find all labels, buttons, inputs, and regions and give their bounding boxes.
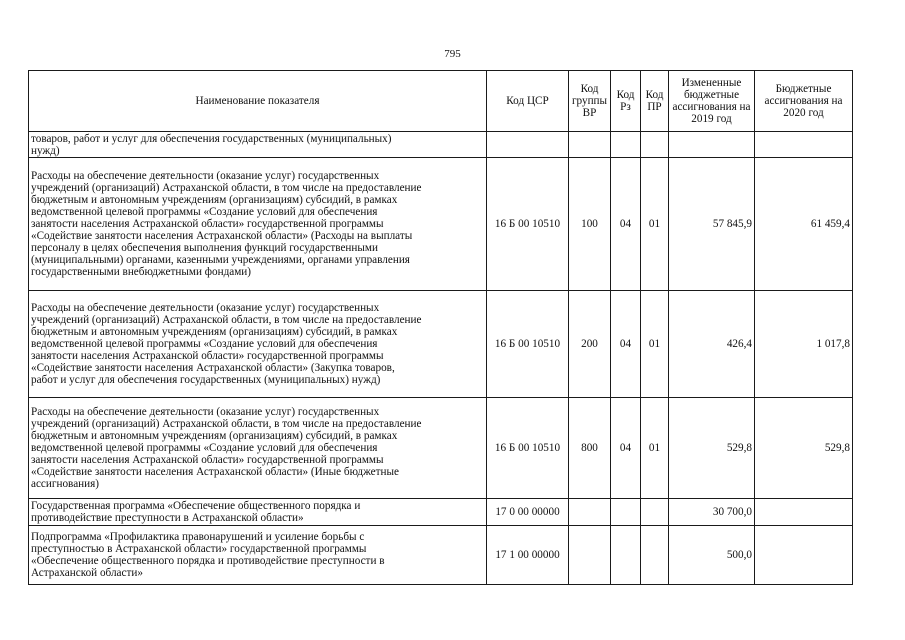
row-vr [569, 526, 611, 585]
row-2019: 529,8 [669, 398, 755, 499]
table-row [29, 398, 853, 499]
header-2019: Измененные бюджетные ассигнования на 2019 год [669, 71, 755, 132]
table-row [29, 132, 853, 158]
header-vr: Код группы ВР [569, 71, 611, 132]
row-rz: 04 [611, 158, 641, 291]
table-row [29, 526, 853, 585]
row-2019: 500,0 [669, 526, 755, 585]
row-rz: 04 [611, 398, 641, 499]
row-2020 [755, 526, 853, 585]
row-name: товаров, работ и услуг для обеспечения государственных (муниципальных) нужд) [29, 132, 487, 158]
row-name: Расходы на обеспечение деятельности (оказание услуг) государственных учреждений (организаций) Астраханской области, в том числе на предоставление бюджетным и автономным учреждениям (организациям) субсидий, в рамках ведомственной целевой программы «Создание условий для обеспечения занятости населения Астраханской области» государственной программы «Содействие занятости населения Астраханской области» (Иные бюджетные ассигнования) [29, 398, 487, 499]
row-name: Подпрограмма «Профилактика правонарушений и усиление борьбы с преступностью в Астраханской области» государственной программы «Обеспечение общественного порядка и противодействие преступности в Астраханской области» [29, 526, 487, 585]
page-number: 795 [444, 48, 461, 60]
header-2020: Бюджетные ассигнования на 2020 год [755, 71, 853, 132]
header-rz: Код Рз [611, 71, 641, 132]
row-csr: 16 Б 00 10510 [487, 158, 569, 291]
row-2020: 1 017,8 [755, 291, 853, 398]
row-vr: 100 [569, 158, 611, 291]
row-csr [487, 132, 569, 158]
row-pr [641, 526, 669, 585]
row-2019 [669, 132, 755, 158]
row-pr: 01 [641, 291, 669, 398]
row-vr: 800 [569, 398, 611, 499]
row-2020: 529,8 [755, 398, 853, 499]
header-name: Наименование показателя [29, 71, 487, 132]
row-rz [611, 499, 641, 526]
row-2020: 61 459,4 [755, 158, 853, 291]
table-row [29, 291, 853, 398]
table-header-row [29, 71, 853, 132]
table-row [29, 499, 853, 526]
row-vr: 200 [569, 291, 611, 398]
header-pr: Код ПР [641, 71, 669, 132]
row-csr: 16 Б 00 10510 [487, 291, 569, 398]
row-2019: 57 845,9 [669, 158, 755, 291]
row-pr [641, 499, 669, 526]
budget-table [28, 70, 853, 585]
row-2019: 30 700,0 [669, 499, 755, 526]
row-pr [641, 132, 669, 158]
row-csr: 17 1 00 00000 [487, 526, 569, 585]
table-row [29, 158, 853, 291]
row-name: Расходы на обеспечение деятельности (оказание услуг) государственных учреждений (организаций) Астраханской области, в том числе на предоставление бюджетным и автономным учреждениям (организациям) субсидий, в рамках ведомственной целевой программы «Создание условий для обеспечения занятости населения Астраханской области» государственной программы «Содействие занятости населения Астраханской области» (Закупка товаров, работ и услуг для обеспечения государственных (муниципальных) нужд) [29, 291, 487, 398]
row-rz: 04 [611, 291, 641, 398]
row-2020 [755, 499, 853, 526]
row-csr: 16 Б 00 10510 [487, 398, 569, 499]
row-pr: 01 [641, 398, 669, 499]
row-2019: 426,4 [669, 291, 755, 398]
row-vr [569, 499, 611, 526]
row-rz [611, 526, 641, 585]
row-name: Государственная программа «Обеспечение общественного порядка и противодействие преступности в Астраханской области» [29, 499, 487, 526]
row-rz [611, 132, 641, 158]
row-vr [569, 132, 611, 158]
row-pr: 01 [641, 158, 669, 291]
row-csr: 17 0 00 00000 [487, 499, 569, 526]
row-2020 [755, 132, 853, 158]
header-csr: Код ЦСР [487, 71, 569, 132]
row-name: Расходы на обеспечение деятельности (оказание услуг) государственных учреждений (организаций) Астраханской области, в том числе на предоставление бюджетным и автономным учреждениям (организациям) субсидий, в рамках ведомственной целевой программы «Создание условий для обеспечения занятости населения Астраханской области» государственной программы «Содействие занятости населения Астраханской области» (Расходы на выплаты персоналу в целях обеспечения выполнения функций государственными (муниципальными) органами, казенными учреждениями, органами управления государственными внебюджетными фондами) [29, 158, 487, 291]
